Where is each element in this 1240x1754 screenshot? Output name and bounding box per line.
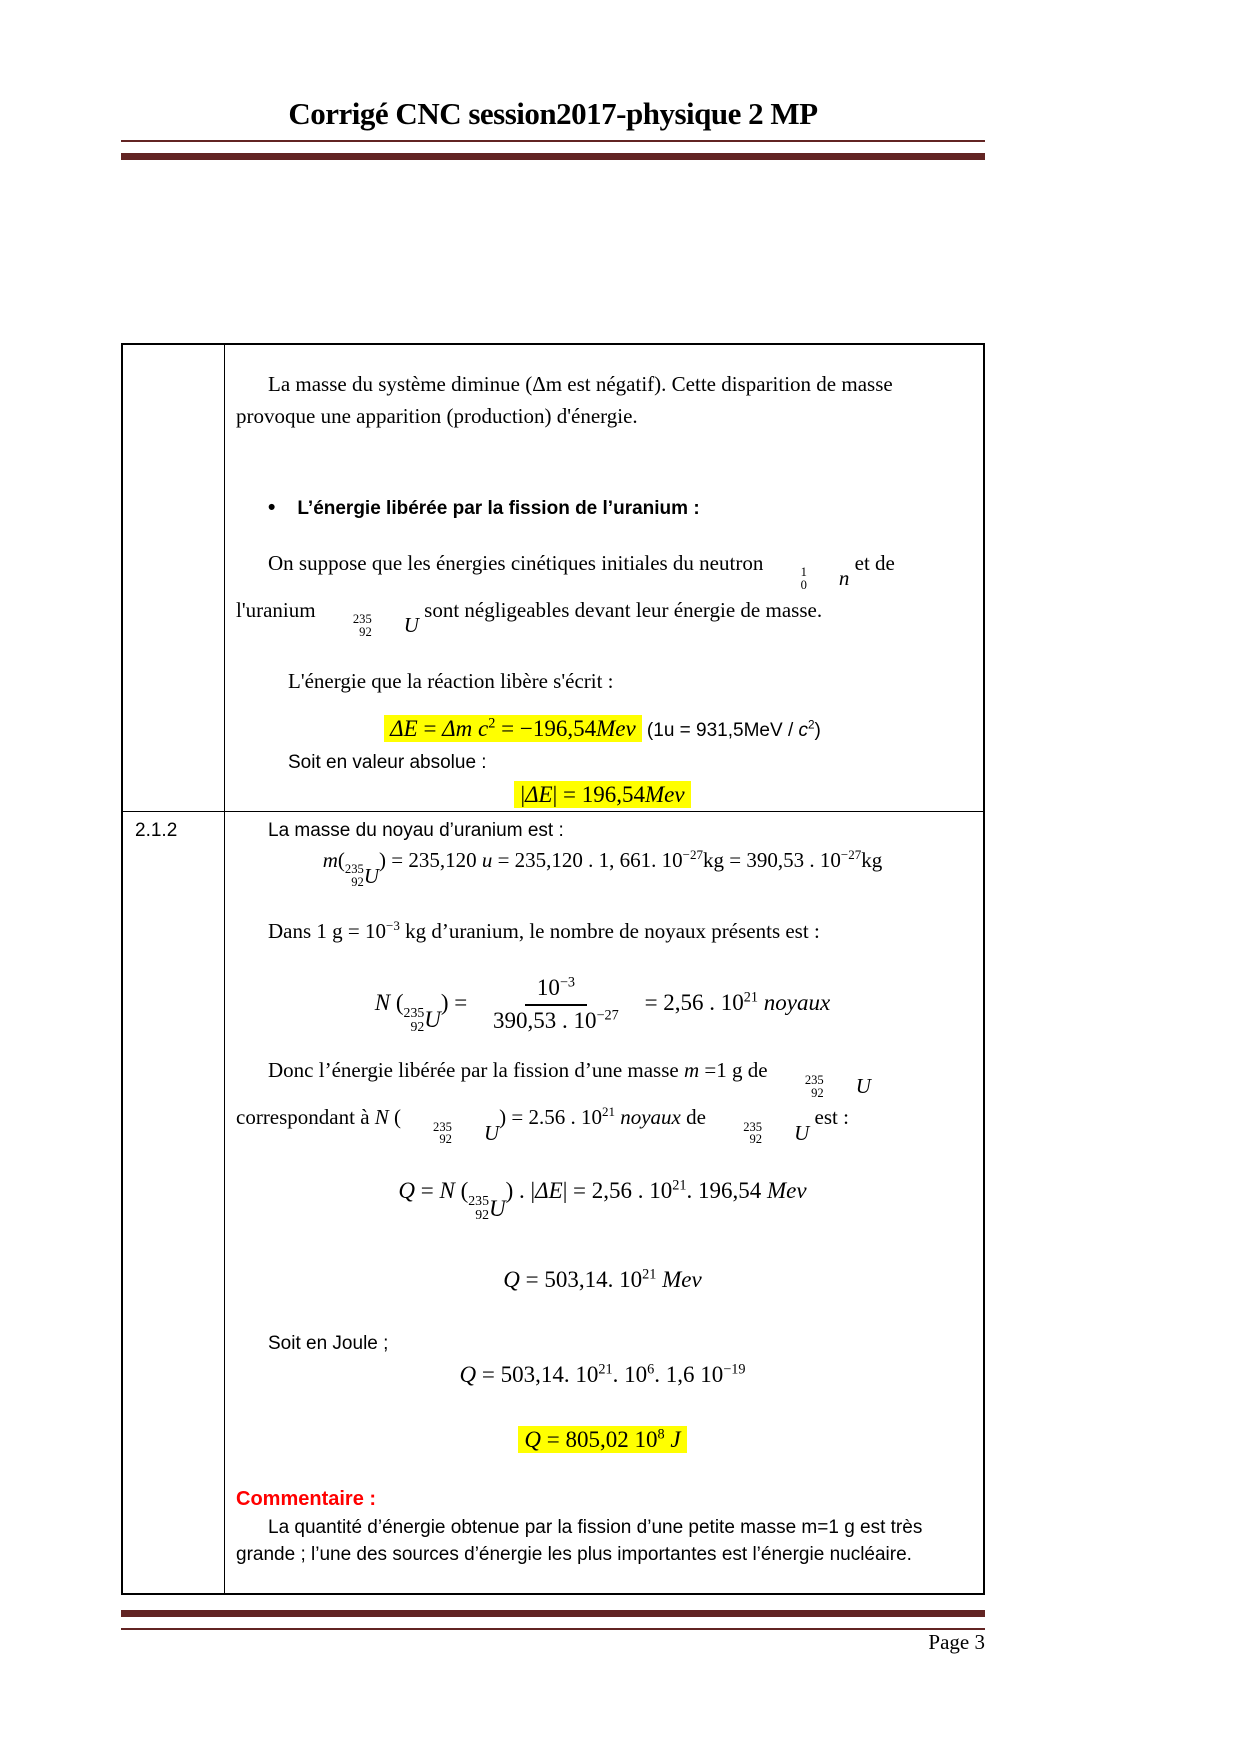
equation-abs-deltaE-line xyxy=(236,779,969,810)
isotope-notation: 235 92 U xyxy=(344,862,379,890)
equation-Q-joule-conversion: Q = 503,14. $10^{21}$. $10^6$. 1,6 $10^{-19}$ xyxy=(459,1361,746,1388)
isotope-notation: 235 92 U xyxy=(352,612,419,640)
footer-rule xyxy=(121,1610,985,1630)
equation-Q-mev: Q = 503,14. $10^{21}$ Mev xyxy=(503,1266,702,1292)
answers-table xyxy=(121,343,985,1595)
label-soit-en-joule: Soit en Joule ; xyxy=(268,1332,389,1354)
comment-title: Commentaire : xyxy=(236,1488,377,1511)
comment-text: La quantité d’énergie obtenue par la fission d’une petite masse m=1 g est très grande ; l’une des sources d’énergie les plus importantes est l’énergie nucléaire. xyxy=(236,1517,923,1566)
equation-deltaE-highlighted: ΔE = Δm $c^2 = -196,54Mev$ xyxy=(384,715,642,742)
question-number-cell-empty xyxy=(122,344,225,811)
equation-deltaE-unit-note: $(1u = 931,5MeV / c^2)$ xyxy=(641,718,821,742)
page-title: Corrigé CNC session2017-physique 2 MP xyxy=(288,96,818,131)
isotope-notation: 235 92 U xyxy=(468,1193,506,1223)
page-number: Page 3 xyxy=(928,1630,985,1654)
label-valeur-absolue: Soit en valeur absolue : xyxy=(288,752,487,774)
answer-cell xyxy=(225,344,985,811)
equation-Q-definition: Q = N ( 235 92 U ) . |ΔE| = 2,56 . $10^{21}$. 196,54 Mev xyxy=(398,1177,807,1223)
intro-masse-noyau: La masse du noyau d’uranium est : xyxy=(268,819,564,841)
equation-Q-result-line xyxy=(236,1424,969,1455)
equation-abs-deltaE-highlighted: |ΔE| = 196,54Mev xyxy=(514,781,690,808)
table-row xyxy=(122,344,984,811)
table-row xyxy=(122,811,984,1594)
isotope-notation: 235 92 U xyxy=(743,1119,810,1147)
paragraph-donc-energie: Donc l’énergie libérée par la fission d’une masse m =1 g de 235 92 U correspondant à N ( 235 92 U ) = 2.56 . $10^{21}$ noyaux de 235 92 U est : xyxy=(236,1055,969,1149)
bullet-heading-energy-fission: • L’énergie libérée par la fission de l’uranium : xyxy=(236,496,969,520)
isotope-notation: 1 0 n xyxy=(800,565,850,593)
paragraph-suppose: On suppose que les énergies cinétiques initiales du neutron 1 0 n et de l'uranium 235 92 U sont négligeables devant leur énergie de masse. xyxy=(236,548,969,642)
paragraph-reaction-libere: L'énergie que la réaction libère s'écrit : xyxy=(288,668,614,693)
header-rule xyxy=(121,140,985,160)
isotope-notation: 235 92 U xyxy=(433,1119,500,1147)
question-number-cell: 2.1.2 xyxy=(122,811,225,1594)
answer-cell xyxy=(225,811,985,1594)
equation-mass-uranium: m( 235 92 U ) = 235,120 u = 235,120 . 1, 661. $10^{-27}kg = 390,53$ . $10^{-27}kg$ xyxy=(322,847,883,890)
fraction: $\frac{10^{-3}}{390,53 . 10^{-27}}$ xyxy=(493,974,619,1033)
isotope-notation: 235 92 U xyxy=(804,1072,871,1100)
paragraph-mass-decrease: La masse du système diminue (Δm est négatif). Cette disparition de masse provoque une apparition (production) d'énergie. xyxy=(236,372,893,428)
paragraph-dans-1g: Dans 1 $g = 10^{-3}$ kg d’uranium, le nombre de noyaux présents est : xyxy=(268,918,820,944)
page-header xyxy=(121,96,985,160)
isotope-notation: 235 92 U xyxy=(403,1004,441,1034)
equation-deltaE-line xyxy=(236,713,969,744)
equation-N-noyaux: N ( 235 92 U ) = $\frac{10^{-3}}{390,53 . 10^{-27}}$ = 2,56 . $10^{21}$ noyaux xyxy=(374,974,831,1034)
equation-Q-result-highlighted: Q = 805,02 $10^8$ J xyxy=(518,1426,686,1453)
